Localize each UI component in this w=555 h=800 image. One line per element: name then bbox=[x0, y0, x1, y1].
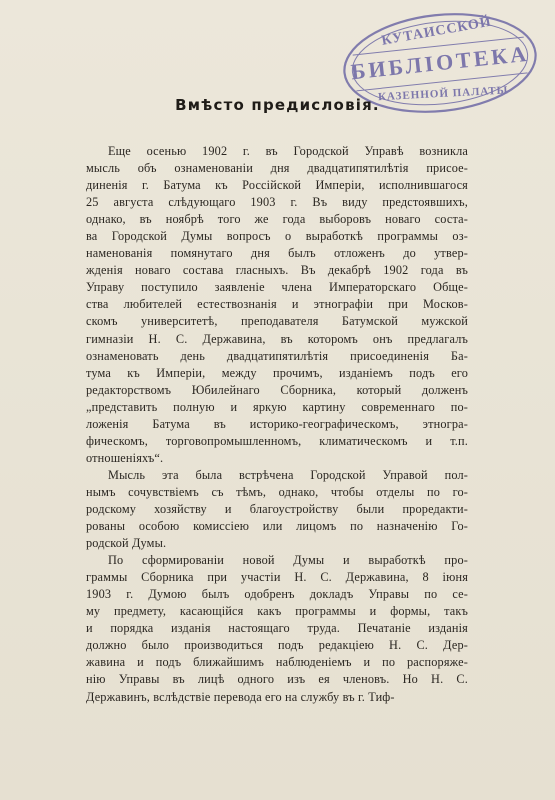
text-line: и порядка изданія настоящаго труда. Печатаніе изданія bbox=[86, 621, 468, 636]
text-line: „представить полную и яркую картину современнаго по- bbox=[86, 399, 468, 414]
text-line: 1903 г. Думою былъ одобренъ докладъ Управы по се- bbox=[86, 587, 468, 602]
text-line: Мысль эта была встрѣчена Городской Управой пол- bbox=[108, 467, 468, 482]
text-line: ложенія Батума въ историко-географическомъ, этногра- bbox=[86, 416, 468, 431]
text-line: отношеніяхъ“. bbox=[86, 450, 164, 465]
stamp-text-bottom: КАЗЕННОЙ ПАЛАТЫ bbox=[377, 84, 509, 104]
text-line: 25 августа слѣдующаго 1903 г. Въ виду предстоявшихъ, bbox=[86, 195, 468, 210]
page-title: Вмѣсто предисловія. bbox=[175, 96, 380, 114]
paragraph bbox=[86, 552, 468, 705]
text-line: наменованія помянутаго дня былъ отложенъ до утвер- bbox=[86, 246, 468, 261]
text-line: гимназіи Н. С. Державина, въ которомъ онъ предлагалъ bbox=[86, 331, 468, 346]
stamp-text-top: КУТАИССКОЙ bbox=[380, 14, 493, 49]
text-line: жавина и подъ ближайшимъ наблюденіемъ и по распоряже- bbox=[86, 655, 468, 670]
text-line: граммы Сборника при участіи Н. С. Державина, 8 іюня bbox=[86, 570, 468, 585]
text-line: му предмету, касающійся какъ программы и формы, такъ bbox=[86, 604, 468, 619]
text-line: скомъ университетѣ, преподавателя Батумской мужской bbox=[86, 314, 468, 329]
text-line: рованы особою комиссіею или лицомъ по назначенію Го- bbox=[86, 519, 468, 534]
text-line: нію Управы въ лицѣ одного изъ ея членовъ. Но Н. С. bbox=[86, 672, 468, 687]
text-line: жденія новаго состава гласныхъ. Въ декабрѣ 1902 года въ bbox=[86, 263, 468, 278]
text-line: ознаменовать день двадцатипятилѣтія присоединенія Ба- bbox=[86, 348, 468, 363]
text-line: фическомъ, торговопромышленномъ, климатическомъ и т.п. bbox=[86, 433, 468, 448]
stamp-text-middle: БИБЛІОТЕКА bbox=[349, 40, 531, 85]
text-line: Еще осенью 1902 г. въ Городской Управѣ возникла bbox=[108, 144, 468, 158]
text-line: нымъ сочувствіемъ съ тѣмъ, однако, чтобы отделы по го- bbox=[86, 484, 468, 499]
text-line: Управу поступило заявленіе члена Императорскаго Обще- bbox=[86, 280, 468, 295]
text-line: диненія г. Батума къ Россійской Имперіи, исполнившагося bbox=[86, 178, 468, 193]
text-line: тума къ Имперіи, между прочимъ, изданіемъ подъ его bbox=[86, 365, 468, 380]
text-line: должно было производиться подъ редакціею Н. С. Дер- bbox=[86, 638, 468, 653]
text-line: мысль объ ознаменованіи дня двадцатипятилѣтія присое- bbox=[86, 161, 468, 176]
text-line: Державинъ, вслѣдствіе перевода его на службу въ г. Тиф- bbox=[86, 689, 395, 704]
text-line: однако, въ ноябрѣ того же года выборовъ новаго соста- bbox=[86, 212, 468, 227]
body-text bbox=[86, 143, 468, 706]
text-line: ства любителей естествознанія и этнографіи при Москов- bbox=[86, 297, 468, 312]
text-line: родской Думы. bbox=[86, 536, 167, 551]
text-line: По сформированіи новой Думы и выработкѣ про- bbox=[108, 553, 468, 568]
paragraph bbox=[86, 143, 468, 467]
text-line: редакторствомъ Юбилейнаго Сборника, который долженъ bbox=[86, 382, 468, 397]
text-line: ва Городской Думы вопросъ о выработкѣ программы оз- bbox=[86, 229, 468, 244]
paragraph bbox=[86, 467, 468, 552]
text-line: родскому хозяйству и благоустройству были проредакти- bbox=[86, 501, 468, 516]
